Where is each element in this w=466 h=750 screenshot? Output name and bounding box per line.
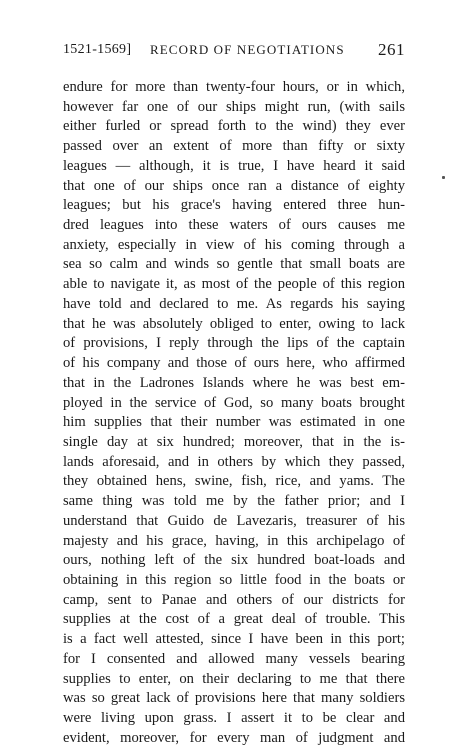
text-line: understand that Guido de Lavezaris, treasurer of his bbox=[63, 512, 405, 529]
text-line: were living upon grass. I assert it to be clear and bbox=[63, 710, 405, 726]
text-line: evident, moreover, for every man of judgment and bbox=[63, 729, 405, 746]
text-line: sea so calm and winds so gentle that small boats are bbox=[63, 256, 405, 273]
text-line: endure for more than twenty-four hours, or in which, bbox=[63, 79, 405, 95]
text-line: him supplies that their number was estimated in one bbox=[63, 414, 405, 431]
running-head bbox=[63, 40, 405, 60]
text-line: of provisions, I reply through the lips of the captain bbox=[63, 335, 405, 352]
text-line: ours, nothing left of the six hundred boat-loads and bbox=[63, 552, 405, 569]
page-number: 261 bbox=[378, 40, 405, 59]
running-head-date-range: 1521-1569] bbox=[63, 42, 132, 57]
text-line: however far one of our ships might run, (with sails bbox=[63, 98, 405, 115]
text-line: single day at six hundred; moreover, that in the is- bbox=[63, 433, 405, 450]
text-line: camp, sent to Panae and others of our districts for bbox=[63, 591, 405, 608]
text-line: have told and declared to me. As regards his saying bbox=[63, 295, 405, 312]
text-line: able to navigate it, as most of the people of this region bbox=[63, 276, 405, 293]
running-head-title: RECORD OF NEGOTIATIONS bbox=[150, 42, 345, 57]
text-line: was so great lack of provisions here that many soldiers bbox=[63, 690, 405, 707]
text-line: ployed in the service of God, so many boats brought bbox=[63, 394, 405, 411]
text-line: same thing was told me by the father prior; and I bbox=[63, 493, 405, 510]
text-line: that in the Ladrones Islands where he was best em- bbox=[63, 374, 405, 391]
text-line: for I consented and allowed many vessels bearing bbox=[63, 650, 405, 667]
text-line: leagues; but his grace's having entered three hun- bbox=[63, 197, 405, 214]
text-line: that one of our ships once ran a distance of eighty bbox=[63, 177, 405, 194]
text-line: that he was absolutely obliged to enter, owing to lack bbox=[63, 315, 405, 332]
text-line: lands aforesaid, and in others by which they passed, bbox=[63, 453, 405, 470]
text-line: is a fact well attested, since I have been in this port; bbox=[63, 631, 405, 648]
text-line: of his company and those of ours here, who affirmed bbox=[63, 355, 405, 372]
body-text bbox=[63, 78, 405, 748]
text-line: dred leagues into these waters of ours causes me bbox=[63, 217, 405, 234]
margin-speck bbox=[442, 176, 445, 179]
text-line: majesty and his grace, having, in this archipelago of bbox=[63, 532, 405, 549]
text-line: supplies at the cost of a great deal of trouble. This bbox=[63, 611, 405, 628]
text-line: obtaining in this region so little food in the boats or bbox=[63, 571, 405, 588]
text-line: supplies to enter, on their declaring to me that there bbox=[63, 670, 405, 687]
text-line: either furled or spread forth to the wind) they ever bbox=[63, 118, 405, 135]
text-line: anxiety, especially in view of his coming through a bbox=[63, 236, 405, 253]
text-line: leagues — although, it is true, I have heard it said bbox=[63, 157, 405, 174]
text-line: passed over an extent of more than fifty or sixty bbox=[63, 138, 405, 155]
text-line: they obtained hens, swine, fish, rice, and yams. The bbox=[63, 473, 405, 490]
